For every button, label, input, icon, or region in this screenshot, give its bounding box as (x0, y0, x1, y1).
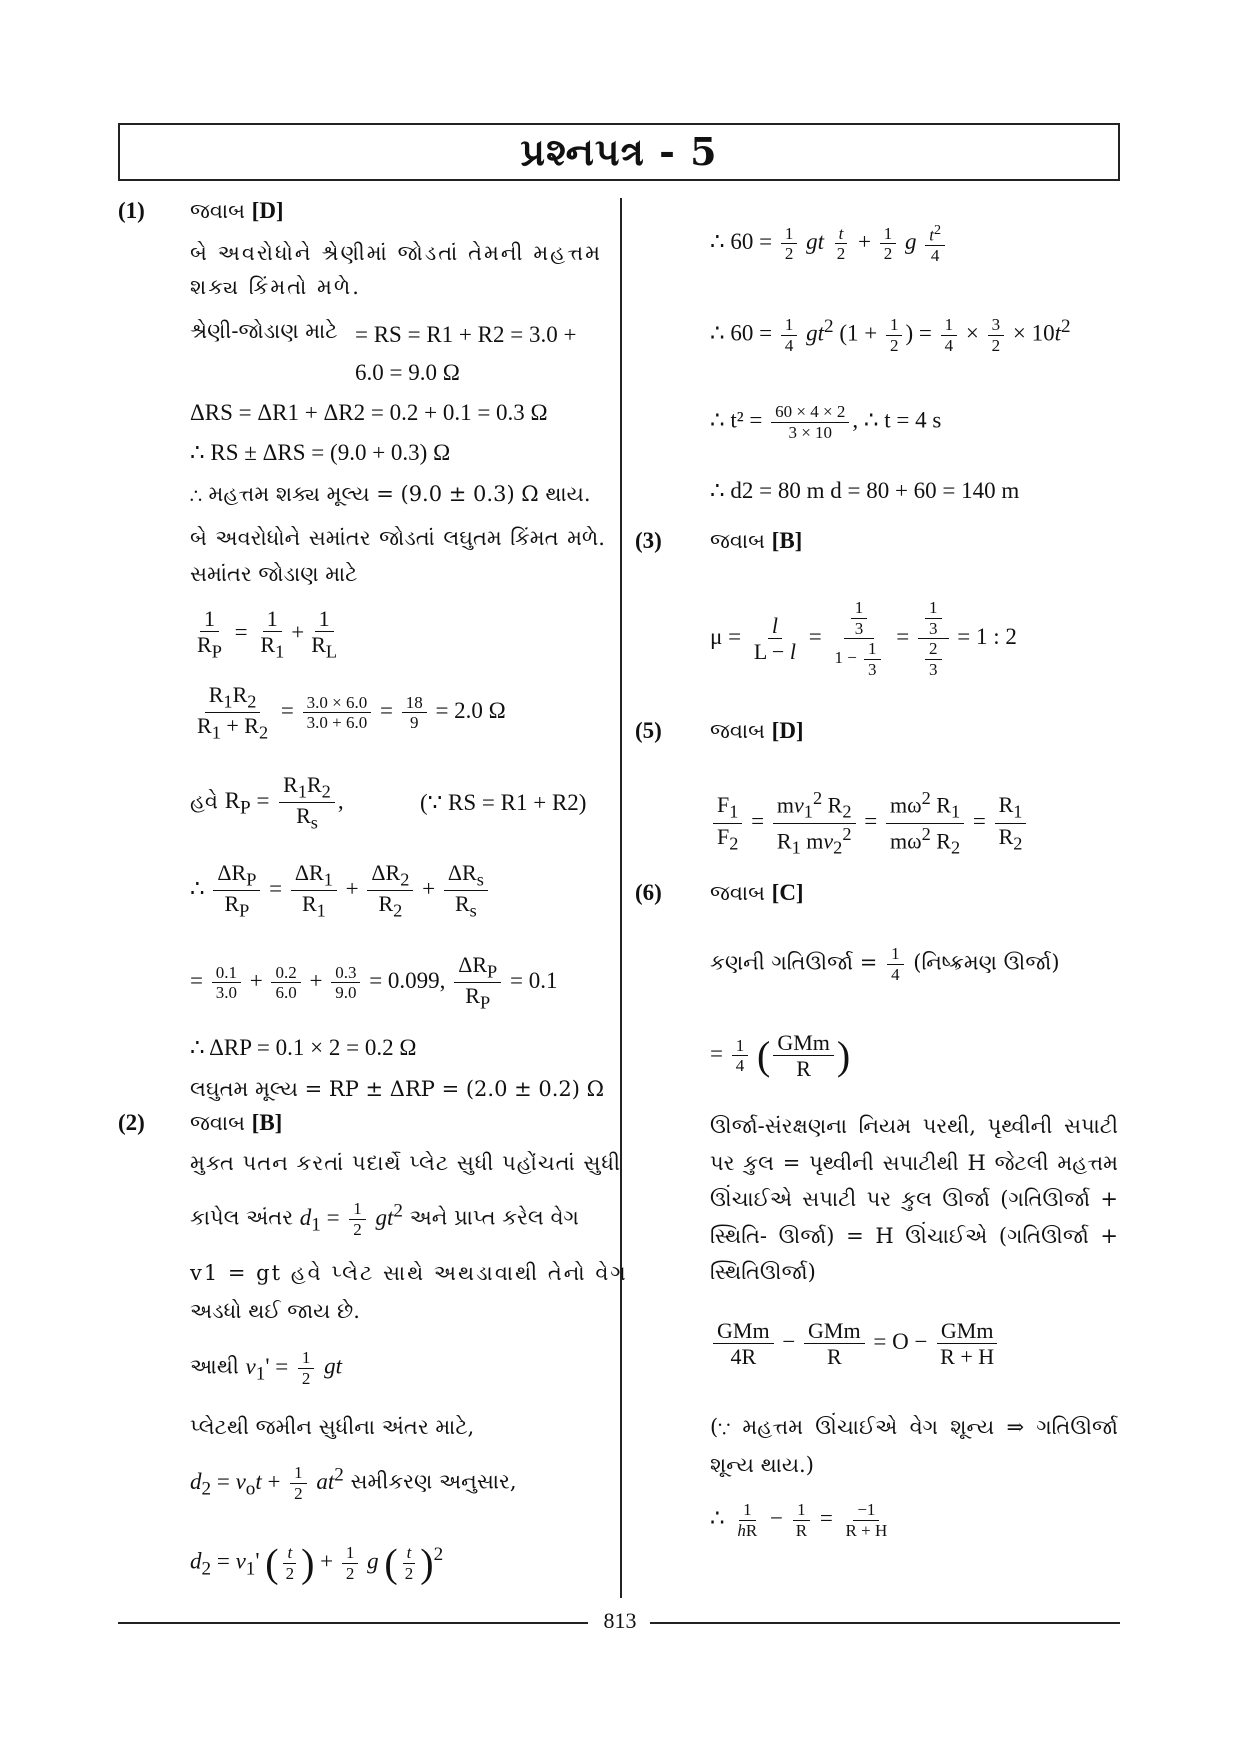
q2-line-2-b: અને પ્રાપ્ત કરેલ વેગ (409, 1205, 579, 1230)
q2-line-1: મુક્ત પતન કરતાં પદાર્થે પ્લેટ સુધી પહોંચતાં સુધી (190, 1151, 622, 1175)
q6-paragraph: ઊર્જા-સંરક્ષણના નિયમ પરથી, પૃથ્વીની સપાટી પર કુલ = પૃથ્વીની સપાટીથી H જેટલી મહત્તમ ઊંચાઈએ સપાટી પર કુલ ઊર્જા (ગતિઊર્જા + સ્થિતિ- ઊર્જા) = H ઊંચાઈએ (ગતિઊર્જા + સ્થિતિઊર્જા) (710, 1114, 1118, 1284)
q1-rs-plusminus: ∴ RS ± ΔRS = (9.0 + 0.3) Ω (190, 440, 451, 465)
page-number: 813 (603, 1608, 637, 1633)
footer-rule-left (118, 1622, 588, 1624)
question-5-number: (5) (635, 718, 662, 743)
q2-answer-code: [B] (251, 1110, 283, 1135)
q6-answer (710, 878, 804, 908)
q3-answer (710, 526, 802, 556)
r-eq-2: ∴ 60 = $\frac{1}{4}$ $gt^2$ (1 + $\frac{1}{2}$ ) = $\frac{1}{4}$ × $\frac{3}{2}$ × $10t^2$ (710, 315, 1071, 355)
q2-half-velocity: આથી $v_1'$ = $\frac{1}{2}$ gt (190, 1348, 342, 1388)
q3-ratio-formula: μ = $\frac{l}{L - l}$ = $\frac{1}{3}$ 1 − $\frac{1}{3}$ = $\frac{\frac{1}{3}}{\frac{2}{3}}$ = 1 : 2 (710, 598, 1017, 679)
question-2-number: (2) (118, 1110, 145, 1135)
answer-label: જવાબ (710, 529, 765, 553)
q2-d2-formula: $d_2 = v_1'$ ( $\frac{t}{2}$ ) + $\frac{1}{2}$ g ( $\frac{t}{2}$ )$^2$ (190, 1540, 444, 1586)
answer-label: જવાબ (710, 881, 765, 905)
q1-parallel-calc: $\frac{R_1R_2}{R_1 + R_2}$ = $\frac{3.0 \times 6.0}{3.0 + 6.0}$ = $\frac{18}{9}$ = 2.0 Ω (197, 682, 506, 743)
q6-ke-formula: = $\frac{1}{4}$ ( $\frac{\text{GMm}}{R}$ ) (710, 1030, 851, 1082)
q1-max-value: ∴ મહત્તમ શક્ય મૂલ્ય = (9.0 ± 0.3) Ω થાય. (190, 482, 591, 506)
q6-energy-equation: $\frac{\text{GMm}}{4R}$ − $\frac{\text{GMm}}{R}$ = O − $\frac{\text{GMm}}{R + H}$ (710, 1318, 1001, 1370)
q2-answer (190, 1108, 282, 1138)
q1-min-value: લઘુતમ મૂલ્ય = RP ± ΔRP = (2.0 ± 0.2) Ω (190, 1077, 605, 1101)
r-eq-1: ∴ 60 = $\frac{1}{2}$ gt $\frac{t}{2}$ + $\frac{1}{2}$ g $\frac{t^2}{4}$ (710, 222, 948, 266)
q2-line-3: v1 = gt હવે પ્લેટ સાથે અથડાવાથી તેનો વેગ (190, 1261, 628, 1285)
r-eq-3-lhs: ∴ t² = (710, 407, 763, 433)
q6-escape-energy: (નિષ્ક્રમણ ઊર્જા) (913, 950, 1060, 975)
q1-delta-rp: ∴ ΔRP = 0.1 × 2 = 0.2 Ω (190, 1035, 417, 1060)
q1-because-note: (∵ RS = R1 + R2) (420, 790, 587, 815)
q2-line-2: કાપેલ અંતર $d_1$ = $\frac{1}{2}$ $gt^2$ અને પ્રાપ્ત કરેલ વેગ (190, 1199, 579, 1239)
answer-label: જવાબ (710, 719, 765, 743)
q1-answer (190, 196, 284, 226)
q6-answer-code: [C] (771, 880, 804, 905)
column-divider (620, 198, 622, 1598)
q1-parallel-result: = 2.0 Ω (435, 698, 506, 724)
q1-relative-error: ∴ $\frac{\Delta R_P}{R_P}$ = $\frac{\Delta R_1}{R_1}$ + $\frac{\Delta R_2}{R_2}$ + $\frac{\Delta R_s}{R_s}$ (190, 860, 491, 922)
q1-series-label: શ્રેણી-જોડાણ માટે (190, 319, 338, 343)
q1-relative-error-calc: = $\frac{0.1}{3.0}$ + $\frac{0.2}{6.0}$ + $\frac{0.3}{9.0}$ = 0.099, $\frac{\Delta R_P}{R_P}$ = 0.1 (190, 952, 558, 1013)
q6-final-equation: ∴ $\frac{1}{hR}$ − $\frac{1}{R}$ = $\frac{-1}{R + H}$ (710, 1500, 888, 1540)
q3-answer-code: [B] (771, 528, 803, 553)
q5-answer (710, 716, 804, 746)
r-eq-1-lhs: ∴ 60 = (710, 229, 773, 255)
q1-delta-rs: ΔRS = ΔR1 + ΔR2 = 0.2 + 0.1 = 0.3 Ω (190, 400, 548, 425)
q2-equation-of-motion: $d_2 = v_ot$ + $\frac{1}{2}$ $at^2$ સમીકરણ અનુસાર, (190, 1463, 517, 1503)
q2-therefore: આથી (190, 1354, 239, 1379)
q2-line-4: અડધો થઈ જાય છે. (190, 1299, 360, 1323)
answer-label: જવાબ (190, 1111, 245, 1135)
q3-result: = 1 : 2 (957, 623, 1017, 649)
page-title: પ્રશ્નપત્ર - 5 (118, 123, 1120, 181)
q5-force-ratio: $\frac{F_1}{F_2}$ = $\frac{mv_1^2 R_2}{R_1 mv_2^2}$ = $\frac{m\omega^2 R_1}{m\omega^2 R_2}$ = $\frac{R_1}{R_2}$ (710, 788, 1029, 859)
q1-now-label: હવે (190, 789, 219, 814)
question-3-number: (3) (635, 528, 662, 553)
q1-relative-error-value: = 0.099, (369, 968, 446, 994)
q6-ke-label: કણની ગતિઊર્જા = (710, 950, 878, 975)
question-6-number: (6) (635, 880, 662, 905)
q1-relative-error-result: = 0.1 (509, 968, 558, 994)
answer-label: જવાબ (190, 199, 245, 223)
q5-answer-code: [D] (771, 718, 804, 743)
r-eq-3-rhs: , ∴ t = 4 s (852, 407, 942, 433)
footer-rule-right (650, 1622, 1120, 1624)
q1-paragraph-1: બે અવરોધોને શ્રેણીમાં જોડતાં તેમની મહત્તમ શક્ય કિંમતો મળે. (190, 241, 602, 299)
q1-rp-formula: હવે $R_P$ = $\frac{R_1R_2}{R_s}$ , (190, 772, 344, 833)
q6-note: (∵ મહત્તમ ઊંચાઈએ વેગ શૂન્ય ⇒ ગતિઊર્જા શૂન્ય થાય.) (710, 1415, 1118, 1477)
q1-paragraph-2: બે અવરોધોને સમાંતર જોડતાં લઘુતમ કિંમત મળે. સમાંતર જોડાણ માટે (190, 526, 605, 586)
r-eq-3: ∴ t² = $\frac{60 \times 4 \times 2}{3 \times 10}$ , ∴ t = 4 s (710, 402, 942, 442)
q2-line-5: પ્લેટથી જમીન સુધીના અંતર માટે, (190, 1415, 475, 1439)
q1-parallel-formula: $\frac{1}{R_P}$ = $\frac{1}{R_1}$ + $\frac{1}{R_L}$ (197, 606, 338, 662)
q1-answer-code: [D] (251, 198, 284, 223)
q2-line-2-a: કાપેલ અંતર (190, 1205, 294, 1230)
q1-series-equation: = RS = R1 + R2 = 3.0 + 6.0 = 9.0 Ω (355, 322, 577, 385)
r-eq-4: ∴ d2 = 80 m d = 80 + 60 = 140 m (710, 478, 1020, 503)
r-eq-2-lhs: ∴ 60 = (710, 320, 773, 346)
q2-equation-text: સમીકરણ અનુસાર, (350, 1469, 517, 1494)
question-1-number: (1) (118, 198, 145, 223)
q6-kinetic-energy: કણની ગતિઊર્જા = $\frac{1}{4}$ (નિષ્ક્રમણ ઊર્જા) (710, 944, 1060, 984)
